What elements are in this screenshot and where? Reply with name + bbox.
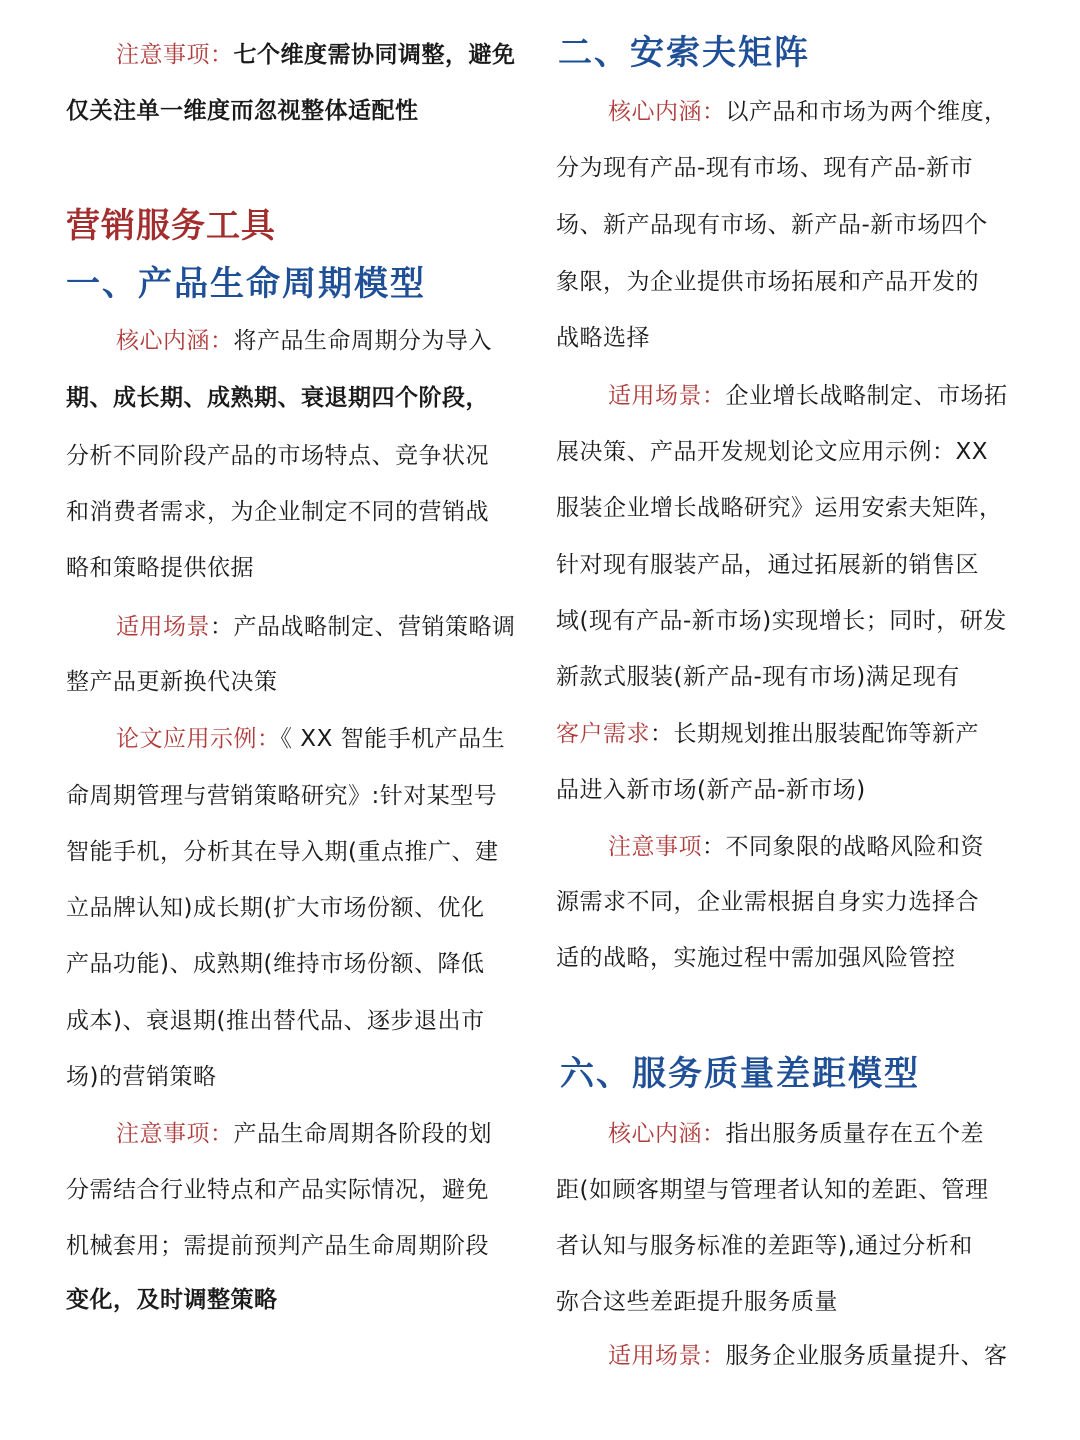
r-scene-line-4: 针对现有服装产品，通过拓展新的销售区 [556, 552, 979, 578]
r-core-line-3: 场、新产品现有市场、新产品-新市场四个 [556, 212, 988, 238]
r6-scene-line-1: 适用场景：服务企业服务质量提升、客 [608, 1343, 1008, 1369]
r6-core-label: 核心内涵： [608, 1121, 726, 1147]
r6-core-line-1: 核心内涵：指出服务质量存在五个差 [608, 1121, 984, 1147]
r-scene-line-2: 展决策、产品开发规划论文应用示例：XX [556, 439, 989, 465]
example-line-2: 命周期管理与营销策略研究》:针对某型号 [66, 783, 498, 809]
note-label: 注意事项： [116, 42, 234, 68]
r-note-line-2: 源需求不同，企业需根据自身实力选择合 [556, 889, 979, 915]
example-line-4: 立品牌认知)成长期(扩大市场份额、优化 [66, 895, 485, 921]
r6-core-line-2: 距(如顾客期望与管理者认知的差距、管理 [556, 1177, 989, 1203]
r-core-line-4: 象限，为企业提供市场拓展和产品开发的 [556, 269, 979, 295]
model2-title: 二、安索夫矩阵 [558, 33, 810, 73]
r6-core-line-4: 弥合这些差距提升服务质量 [556, 1289, 838, 1315]
example-label: 论文应用示例： [116, 726, 281, 752]
section-title: 营销服务工具 [66, 206, 276, 246]
r-note-line-3: 适的战略，实施过程中需加强风险管控 [556, 945, 956, 971]
core-line-1: 核心内涵：将产品生命周期分为导入 [116, 328, 492, 354]
example-line-3: 智能手机，分析其在导入期(重点推广、建 [66, 839, 499, 865]
core-line-5: 略和策略提供依据 [66, 555, 254, 581]
note-line-4: 变化，及时调整策略 [66, 1287, 278, 1313]
r6-scene-label: 适用场景： [608, 1343, 726, 1369]
r-core-line-5: 战略选择 [556, 325, 650, 351]
scene-label: 适用场景 [116, 614, 210, 640]
core-label: 核心内涵： [116, 328, 234, 354]
r-scene-line-7: 客户需求：长期规划推出服装配饰等新产 [556, 721, 979, 747]
core-line-4: 和消费者需求，为企业制定不同的营销战 [66, 499, 489, 525]
r-scene-line-5: 域(现有产品-新市场)实现增长；同时，研发 [556, 608, 1007, 634]
r-core-label: 核心内涵： [608, 99, 726, 125]
r-scene-line-3: 服装企业增长战略研究》运用安索夫矩阵， [556, 495, 1003, 521]
r-scene-label: 适用场景： [608, 383, 726, 409]
note-line-1: 注意事项：产品生命周期各阶段的划 [116, 1121, 492, 1147]
customer-need-label: 客户需求 [556, 721, 650, 747]
r-core-line-2: 分为现有产品-现有市场、现有产品-新市 [556, 155, 974, 181]
core-line-2: 期、成长期、成熟期、衰退期四个阶段， [66, 385, 489, 411]
note-line-2: 分需结合行业特点和产品实际情况，避免 [66, 1177, 489, 1203]
core-line-3: 分析不同阶段产品的市场特点、竞争状况 [66, 443, 489, 469]
model1-title: 一、产品生命周期模型 [66, 264, 426, 304]
r6-core-line-3: 者认知与服务标准的差距等),通过分析和 [556, 1233, 973, 1259]
r-scene-line-1: 适用场景：企业增长战略制定、市场拓 [608, 383, 1008, 409]
example-line-6: 成本)、衰退期(推出替代品、逐步退出市 [66, 1008, 485, 1034]
r-scene-line-6: 新款式服装(新产品-现有市场)满足现有 [556, 664, 960, 690]
r-core-line-1: 核心内涵：以产品和市场为两个维度， [608, 99, 1008, 125]
example-line-1: 论文应用示例：《 XX 智能手机产品生 [116, 726, 506, 752]
r-note-line-1: 注意事项：不同象限的战略风险和资 [608, 834, 984, 860]
note-line-3: 机械套用；需提前预判产品生命周期阶段 [66, 1233, 489, 1259]
scene-line-1: 适用场景：产品战略制定、营销策略调 [116, 614, 516, 640]
note-top-line-2: 仅关注单一维度而忽视整体适配性 [66, 98, 419, 124]
r-note-label: 注意事项 [608, 834, 702, 860]
r-scene-line-8: 品进入新市场(新产品-新市场) [556, 777, 866, 803]
model6-title: 六、服务质量差距模型 [560, 1054, 920, 1094]
note-top-line-1: 注意事项：七个维度需协同调整，避免 [116, 42, 516, 68]
example-line-5: 产品功能)、成熟期(维持市场份额、降低 [66, 951, 485, 977]
example-line-7: 场)的营销策略 [66, 1064, 217, 1090]
scene-line-2: 整产品更新换代决策 [66, 669, 278, 695]
note-label-2: 注意事项： [116, 1121, 234, 1147]
